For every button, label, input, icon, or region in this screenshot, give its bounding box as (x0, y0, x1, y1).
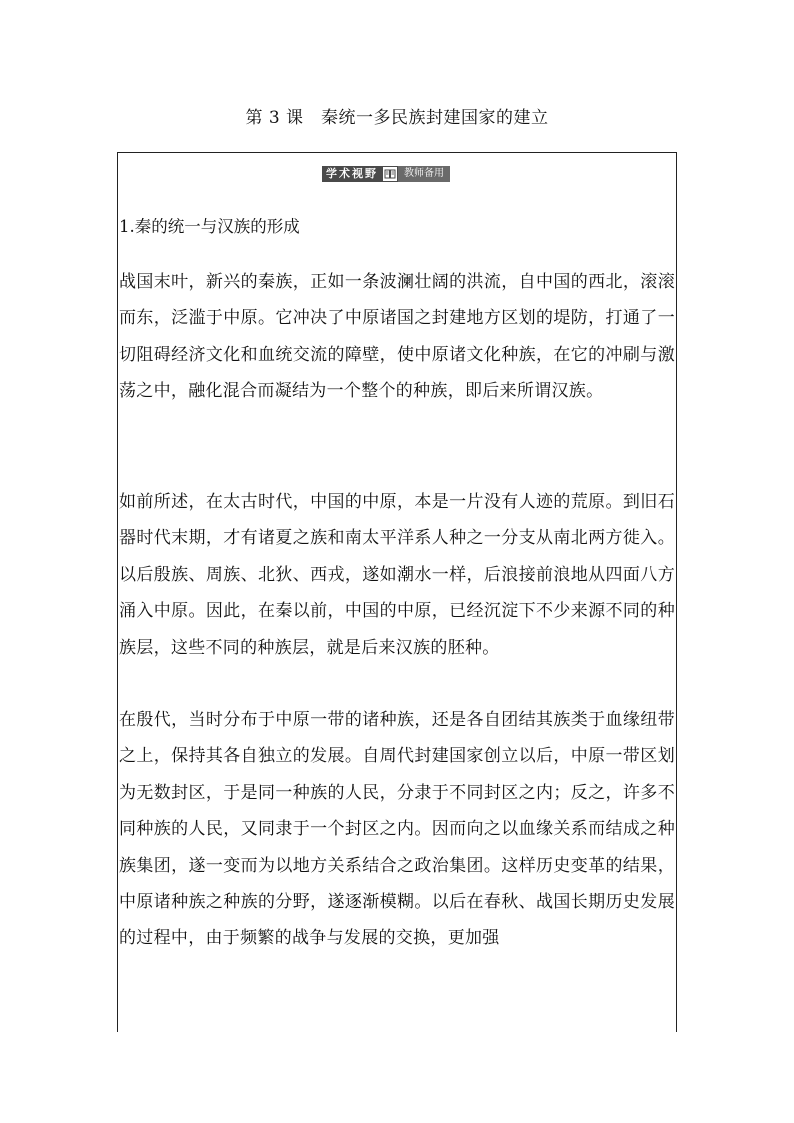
book-icon (382, 166, 398, 182)
badge-main-label: 学术视野 (322, 166, 382, 182)
badge-sub-label: 教师备用 (398, 166, 450, 182)
paragraph-3: 在殷代，当时分布于中原一带的诸种族，还是各自团结其族类于血缘纽带之上，保持其各自独立的发展。自周代封建国家创立以后，中原一带区划为无数封区，于是同一种族的人民，分隶于不同封区之内；反之，许多不同种族的人民，又同隶于一个封区之内。因而向之以血缘关系而结成之种族集团，遂一变而为以地方关系结合之政治集团。这样历史变革的结果，中原诸种族之种族的分野，遂逐渐模糊。以后在春秋、战国长期历史发展的过程中，由于频繁的战争与发展的交换，更加强 (119, 710, 675, 949)
section-heading: 1.秦的统一与汉族的形成 (119, 217, 300, 236)
academic-perspective-badge (322, 166, 450, 182)
paragraph-2: 如前所述，在太古时代，中国的中原，本是一片没有人迹的荒原。到旧石器时代末期，才有诸夏之族和南太平洋系人种之一分支从南北两方徙入。以后殷族、周族、北狄、西戎，遂如潮水一样，后浪接前浪地从四面八方涌入中原。因此，在秦以前，中国的中原，已经沉淀下不少来源不同的种族层，这些不同的种族层，就是后来汉族的胚种。 (119, 492, 675, 658)
page-title: 第 3 课 秦统一多民族封建国家的建立 (245, 108, 549, 128)
paragraph-1: 战国末叶，新兴的秦族，正如一条波澜壮阔的洪流，自中国的西北，滚滚而东，泛滥于中原。它冲决了中原诸国之封建地方区划的堤防，打通了一切阻碍经济文化和血统交流的障壁，使中原诸文化种族，在它的冲刷与激荡之中，融化混合而凝结为一个整个的种族，即后来所谓汉族。 (119, 272, 675, 402)
